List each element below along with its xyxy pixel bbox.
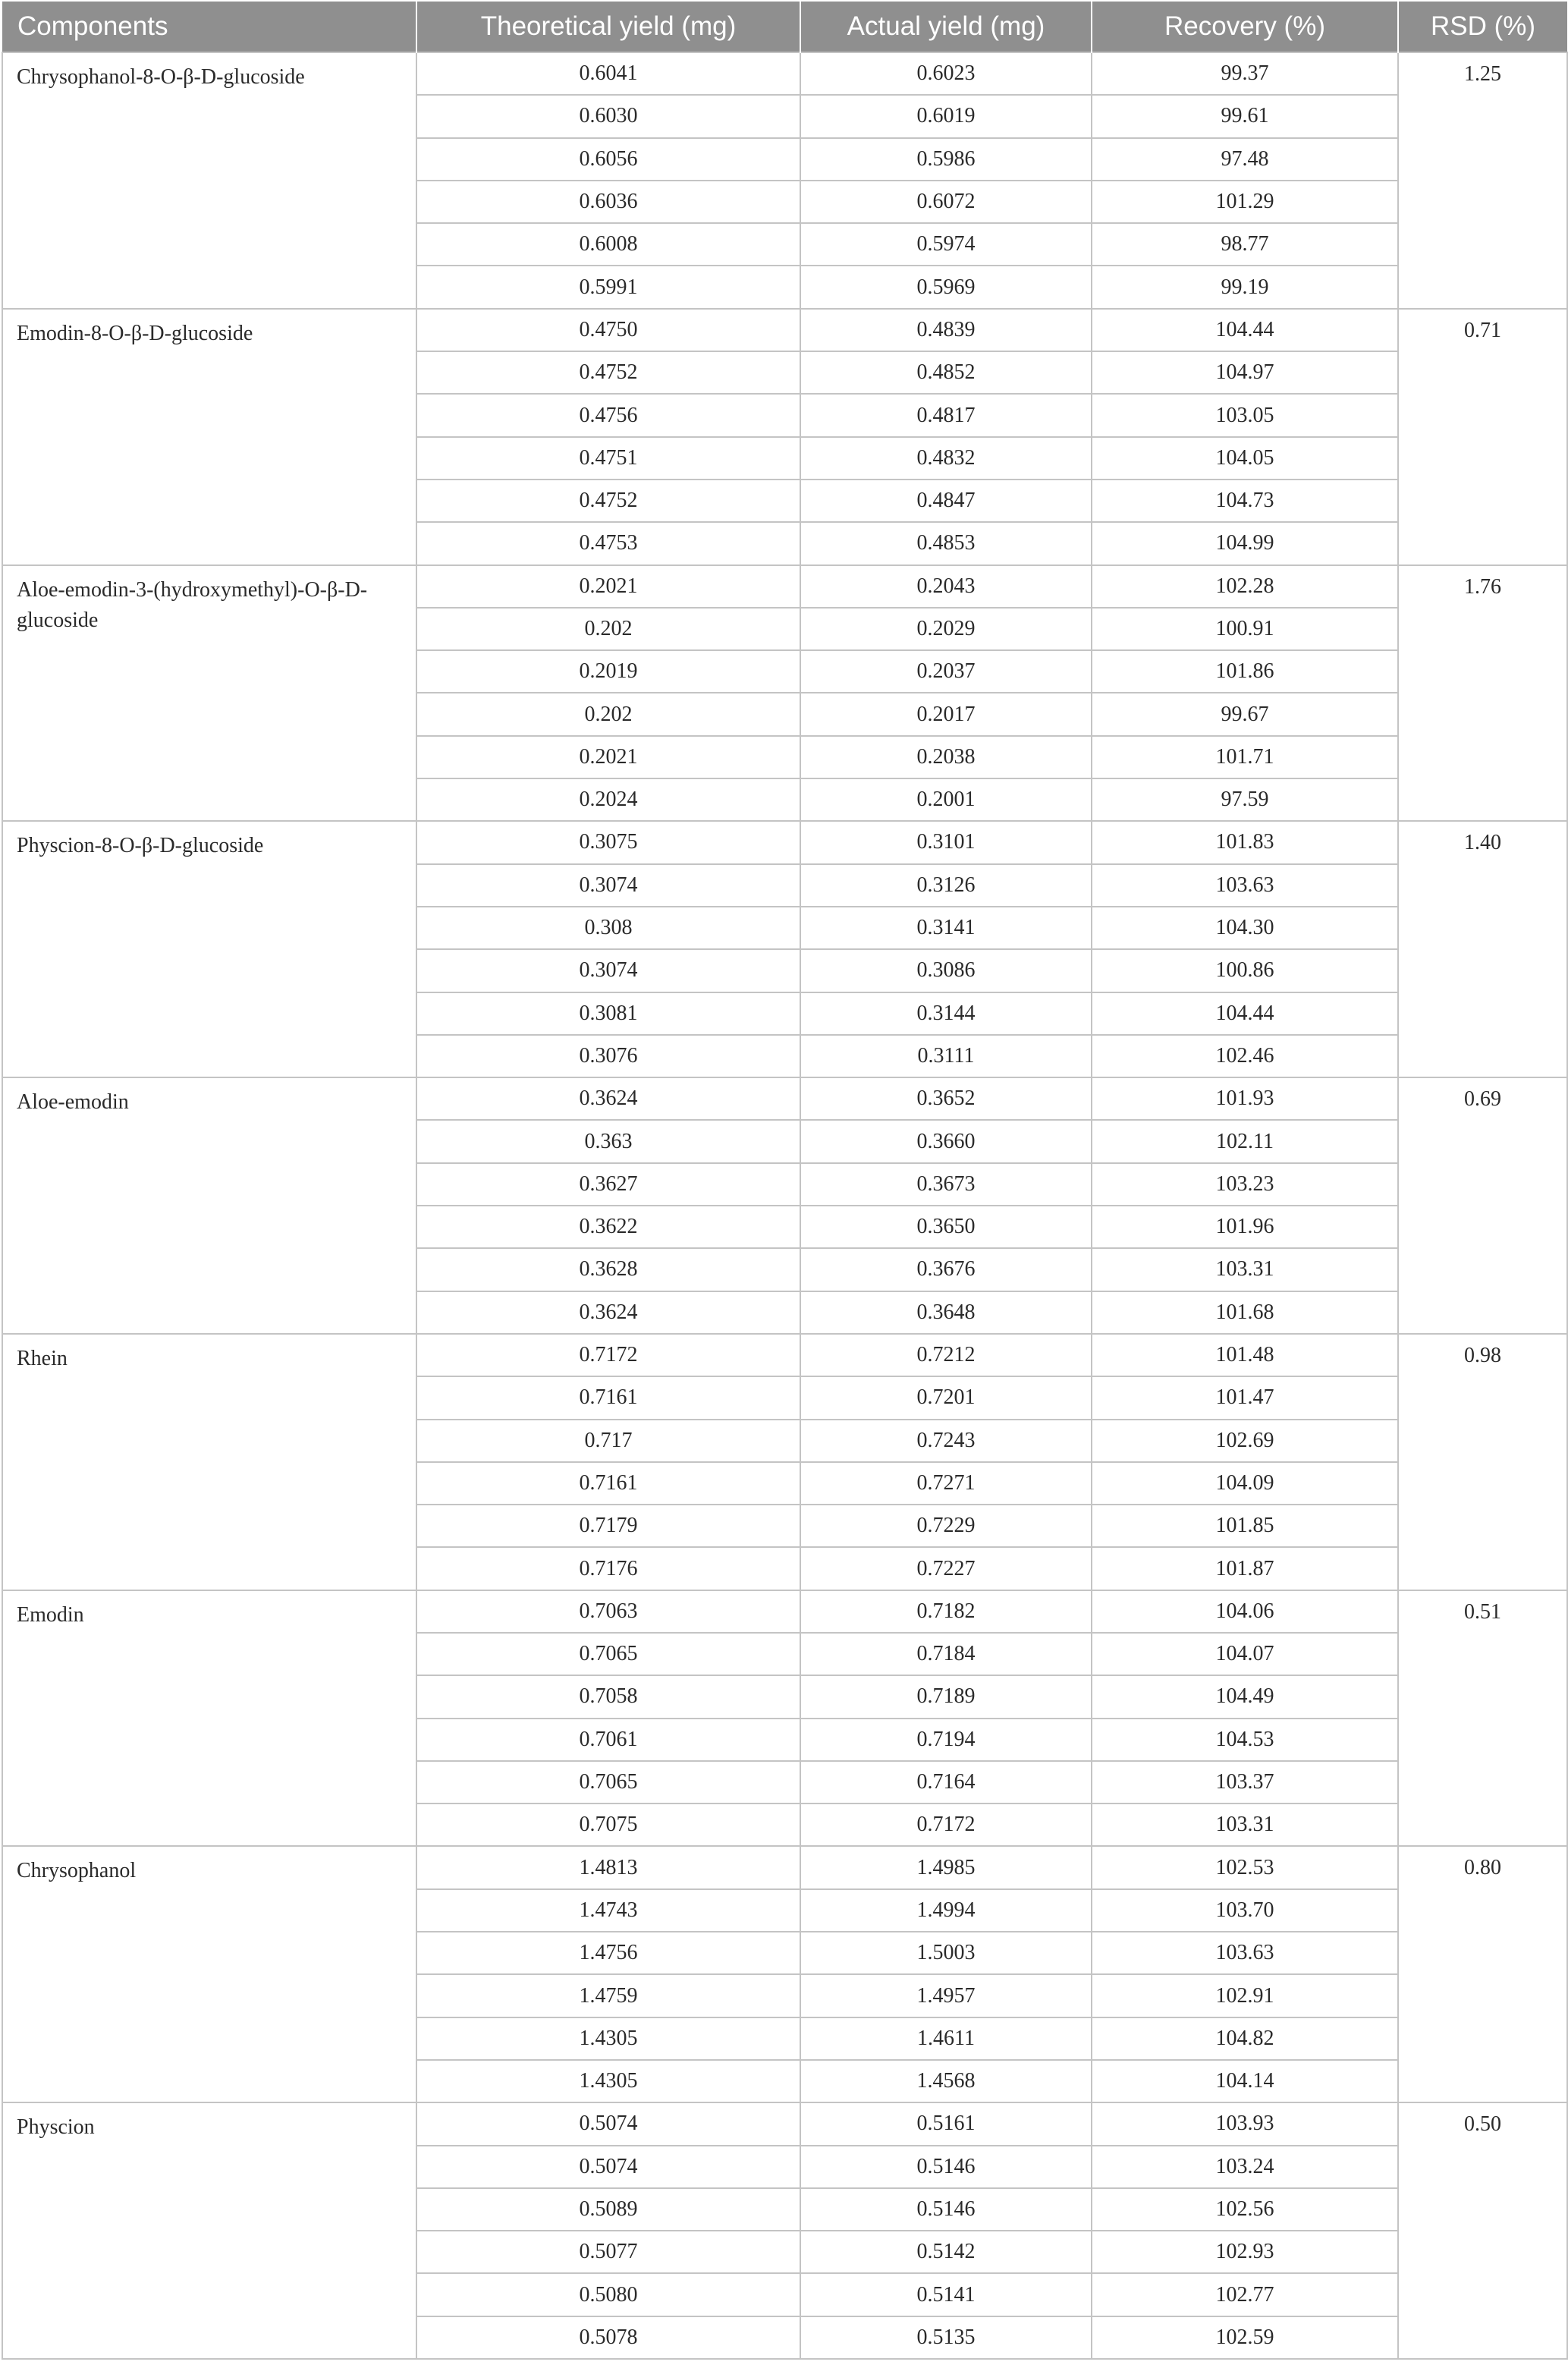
- rsd-cell: 0.69: [1398, 1077, 1567, 1334]
- theoretical-yield-cell: 0.5074: [416, 2146, 800, 2188]
- actual-yield-cell: 0.3648: [800, 1291, 1092, 1334]
- theoretical-yield-cell: 0.2019: [416, 650, 800, 693]
- actual-yield-cell: 0.7201: [800, 1376, 1092, 1419]
- theoretical-yield-cell: 0.7065: [416, 1633, 800, 1675]
- recovery-cell: 104.30: [1092, 907, 1398, 949]
- recovery-cell: 97.59: [1092, 778, 1398, 821]
- theoretical-yield-cell: 0.5080: [416, 2273, 800, 2316]
- actual-yield-cell: 0.6072: [800, 181, 1092, 223]
- theoretical-yield-cell: 0.3622: [416, 1206, 800, 1248]
- theoretical-yield-cell: 0.3628: [416, 1248, 800, 1291]
- recovery-cell: 101.85: [1092, 1505, 1398, 1547]
- recovery-cell: 104.07: [1092, 1633, 1398, 1675]
- recovery-cell: 104.44: [1092, 992, 1398, 1035]
- recovery-cell: 104.53: [1092, 1719, 1398, 1761]
- theoretical-yield-cell: 1.4759: [416, 1974, 800, 2017]
- recovery-cell: 101.47: [1092, 1376, 1398, 1419]
- actual-yield-cell: 0.5161: [800, 2102, 1092, 2145]
- table-row: [2, 1334, 1567, 1376]
- theoretical-yield-cell: 0.202: [416, 693, 800, 735]
- theoretical-yield-cell: 0.7058: [416, 1675, 800, 1718]
- theoretical-yield-cell: 0.3624: [416, 1291, 800, 1334]
- actual-yield-cell: 0.5986: [800, 138, 1092, 181]
- rsd-cell: 1.40: [1398, 821, 1567, 1077]
- theoretical-yield-cell: 0.2021: [416, 565, 800, 608]
- actual-yield-cell: 0.5135: [800, 2316, 1092, 2359]
- component-name-cell: Chrysophanol: [2, 1846, 416, 2102]
- recovery-cell: 102.46: [1092, 1035, 1398, 1077]
- actual-yield-cell: 0.7182: [800, 1590, 1092, 1633]
- header-components: Components: [2, 2, 416, 52]
- actual-yield-cell: 1.4568: [800, 2060, 1092, 2102]
- recovery-cell: 102.56: [1092, 2188, 1398, 2231]
- recovery-cell: 104.44: [1092, 309, 1398, 351]
- recovery-cell: 99.37: [1092, 52, 1398, 95]
- actual-yield-cell: 0.3126: [800, 864, 1092, 907]
- recovery-cell: 104.99: [1092, 522, 1398, 564]
- actual-yield-cell: 0.5142: [800, 2231, 1092, 2273]
- component-name-cell: Chrysophanol-8-O-β-D-glucoside: [2, 52, 416, 309]
- theoretical-yield-cell: 0.3076: [416, 1035, 800, 1077]
- actual-yield-cell: 0.2038: [800, 736, 1092, 778]
- actual-yield-cell: 0.3086: [800, 949, 1092, 992]
- recovery-cell: 103.24: [1092, 2146, 1398, 2188]
- theoretical-yield-cell: 0.7063: [416, 1590, 800, 1633]
- actual-yield-cell: 0.6023: [800, 52, 1092, 95]
- actual-yield-cell: 0.7164: [800, 1761, 1092, 1804]
- actual-yield-cell: 0.5146: [800, 2146, 1092, 2188]
- recovery-cell: 103.63: [1092, 864, 1398, 907]
- theoretical-yield-cell: 0.4756: [416, 394, 800, 436]
- actual-yield-cell: 0.7271: [800, 1462, 1092, 1505]
- actual-yield-cell: 0.5146: [800, 2188, 1092, 2231]
- recovery-cell: 104.49: [1092, 1675, 1398, 1718]
- actual-yield-cell: 0.3676: [800, 1248, 1092, 1291]
- theoretical-yield-cell: 0.5077: [416, 2231, 800, 2273]
- theoretical-yield-cell: 0.4751: [416, 437, 800, 480]
- recovery-cell: 102.11: [1092, 1120, 1398, 1162]
- recovery-cell: 103.31: [1092, 1804, 1398, 1846]
- recovery-cell: 103.23: [1092, 1163, 1398, 1206]
- theoretical-yield-cell: 0.3081: [416, 992, 800, 1035]
- actual-yield-cell: 0.4839: [800, 309, 1092, 351]
- recovery-cell: 102.77: [1092, 2273, 1398, 2316]
- theoretical-yield-cell: 0.6036: [416, 181, 800, 223]
- component-name-cell: Emodin: [2, 1590, 416, 1847]
- theoretical-yield-cell: 0.3075: [416, 821, 800, 863]
- theoretical-yield-cell: 0.7172: [416, 1334, 800, 1376]
- theoretical-yield-cell: 0.4752: [416, 351, 800, 394]
- recovery-cell: 99.61: [1092, 95, 1398, 137]
- theoretical-yield-cell: 0.5074: [416, 2102, 800, 2145]
- theoretical-yield-cell: 0.6030: [416, 95, 800, 137]
- actual-yield-cell: 0.2029: [800, 608, 1092, 650]
- header-row: [2, 2, 1567, 52]
- actual-yield-cell: 0.6019: [800, 95, 1092, 137]
- actual-yield-cell: 0.5969: [800, 266, 1092, 308]
- header-actual-yield: Actual yield (mg): [800, 2, 1092, 52]
- header-recovery: Recovery (%): [1092, 2, 1398, 52]
- table-row: [2, 1846, 1567, 1888]
- actual-yield-cell: 0.7227: [800, 1547, 1092, 1590]
- actual-yield-cell: 1.5003: [800, 1932, 1092, 1974]
- actual-yield-cell: 0.4817: [800, 394, 1092, 436]
- theoretical-yield-cell: 0.4753: [416, 522, 800, 564]
- recovery-cell: 101.87: [1092, 1547, 1398, 1590]
- table-row: [2, 821, 1567, 863]
- recovery-cell: 101.96: [1092, 1206, 1398, 1248]
- theoretical-yield-cell: 0.3627: [416, 1163, 800, 1206]
- rsd-cell: 0.98: [1398, 1334, 1567, 1590]
- theoretical-yield-cell: 0.7161: [416, 1462, 800, 1505]
- theoretical-yield-cell: 1.4813: [416, 1846, 800, 1888]
- table-row: [2, 52, 1567, 95]
- actual-yield-cell: 0.5974: [800, 223, 1092, 266]
- theoretical-yield-cell: 0.4750: [416, 309, 800, 351]
- rsd-cell: 0.51: [1398, 1590, 1567, 1847]
- recovery-cell: 97.48: [1092, 138, 1398, 181]
- actual-yield-cell: 0.7184: [800, 1633, 1092, 1675]
- actual-yield-cell: 1.4611: [800, 2017, 1092, 2060]
- actual-yield-cell: 0.7243: [800, 1420, 1092, 1462]
- theoretical-yield-cell: 0.7061: [416, 1719, 800, 1761]
- recovery-cell: 102.53: [1092, 1846, 1398, 1888]
- actual-yield-cell: 0.7194: [800, 1719, 1092, 1761]
- actual-yield-cell: 0.4832: [800, 437, 1092, 480]
- actual-yield-cell: 0.3111: [800, 1035, 1092, 1077]
- theoretical-yield-cell: 0.5089: [416, 2188, 800, 2231]
- theoretical-yield-cell: 0.3074: [416, 864, 800, 907]
- theoretical-yield-cell: 1.4756: [416, 1932, 800, 1974]
- rsd-cell: 0.50: [1398, 2102, 1567, 2359]
- theoretical-yield-cell: 0.202: [416, 608, 800, 650]
- recovery-cell: 104.05: [1092, 437, 1398, 480]
- header-rsd: RSD (%): [1398, 2, 1567, 52]
- theoretical-yield-cell: 0.6056: [416, 138, 800, 181]
- table-row: [2, 565, 1567, 608]
- theoretical-yield-cell: 0.7075: [416, 1804, 800, 1846]
- recovery-cell: 104.14: [1092, 2060, 1398, 2102]
- actual-yield-cell: 1.4985: [800, 1846, 1092, 1888]
- table-header: [2, 2, 1567, 52]
- component-name-cell: Rhein: [2, 1334, 416, 1590]
- recovery-cell: 102.28: [1092, 565, 1398, 608]
- component-name-cell: Emodin-8-O-β-D-glucoside: [2, 309, 416, 565]
- recovery-cell: 103.37: [1092, 1761, 1398, 1804]
- actual-yield-cell: 0.2001: [800, 778, 1092, 821]
- theoretical-yield-cell: 0.2021: [416, 736, 800, 778]
- recovery-cell: 103.93: [1092, 2102, 1398, 2145]
- theoretical-yield-cell: 1.4305: [416, 2017, 800, 2060]
- table-row: [2, 1077, 1567, 1120]
- actual-yield-cell: 0.3141: [800, 907, 1092, 949]
- recovery-cell: 104.73: [1092, 480, 1398, 522]
- theoretical-yield-cell: 0.7176: [416, 1547, 800, 1590]
- actual-yield-cell: 0.4852: [800, 351, 1092, 394]
- actual-yield-cell: 0.7189: [800, 1675, 1092, 1718]
- theoretical-yield-cell: 0.7161: [416, 1376, 800, 1419]
- recovery-cell: 102.69: [1092, 1420, 1398, 1462]
- rsd-cell: 0.71: [1398, 309, 1567, 565]
- theoretical-yield-cell: 1.4305: [416, 2060, 800, 2102]
- actual-yield-cell: 1.4957: [800, 1974, 1092, 2017]
- theoretical-yield-cell: 0.308: [416, 907, 800, 949]
- recovery-cell: 102.93: [1092, 2231, 1398, 2273]
- recovery-cell: 98.77: [1092, 223, 1398, 266]
- actual-yield-cell: 0.2043: [800, 565, 1092, 608]
- theoretical-yield-cell: 0.5991: [416, 266, 800, 308]
- recovery-cell: 100.86: [1092, 949, 1398, 992]
- table-row: [2, 2102, 1567, 2145]
- recovery-cell: 104.82: [1092, 2017, 1398, 2060]
- actual-yield-cell: 0.7172: [800, 1804, 1092, 1846]
- recovery-cell: 101.86: [1092, 650, 1398, 693]
- component-name-cell: Aloe-emodin-3-(hydroxymethyl)-O-β-D-glucoside: [2, 565, 416, 822]
- recovery-cell: 101.68: [1092, 1291, 1398, 1334]
- recovery-cell: 99.67: [1092, 693, 1398, 735]
- theoretical-yield-cell: 0.6041: [416, 52, 800, 95]
- actual-yield-cell: 0.3673: [800, 1163, 1092, 1206]
- theoretical-yield-cell: 0.5078: [416, 2316, 800, 2359]
- recovery-cell: 101.71: [1092, 736, 1398, 778]
- recovery-cell: 104.06: [1092, 1590, 1398, 1633]
- table-row: [2, 309, 1567, 351]
- recovery-cell: 102.91: [1092, 1974, 1398, 2017]
- theoretical-yield-cell: 0.717: [416, 1420, 800, 1462]
- recovery-table: [2, 2, 1568, 2360]
- rsd-cell: 1.76: [1398, 565, 1567, 822]
- actual-yield-cell: 0.2017: [800, 693, 1092, 735]
- recovery-cell: 103.05: [1092, 394, 1398, 436]
- actual-yield-cell: 0.3660: [800, 1120, 1092, 1162]
- rsd-cell: 0.80: [1398, 1846, 1567, 2102]
- theoretical-yield-cell: 0.4752: [416, 480, 800, 522]
- component-name-cell: Physcion-8-O-β-D-glucoside: [2, 821, 416, 1077]
- recovery-cell: 103.70: [1092, 1889, 1398, 1932]
- recovery-cell: 100.91: [1092, 608, 1398, 650]
- theoretical-yield-cell: 1.4743: [416, 1889, 800, 1932]
- theoretical-yield-cell: 0.2024: [416, 778, 800, 821]
- recovery-cell: 101.93: [1092, 1077, 1398, 1120]
- component-name-cell: Aloe-emodin: [2, 1077, 416, 1334]
- recovery-cell: 103.31: [1092, 1248, 1398, 1291]
- table-row: [2, 1590, 1567, 1633]
- actual-yield-cell: 1.4994: [800, 1889, 1092, 1932]
- actual-yield-cell: 0.3650: [800, 1206, 1092, 1248]
- actual-yield-cell: 0.3144: [800, 992, 1092, 1035]
- actual-yield-cell: 0.3652: [800, 1077, 1092, 1120]
- rsd-cell: 1.25: [1398, 52, 1567, 309]
- theoretical-yield-cell: 0.363: [416, 1120, 800, 1162]
- actual-yield-cell: 0.4853: [800, 522, 1092, 564]
- recovery-cell: 101.29: [1092, 181, 1398, 223]
- actual-yield-cell: 0.4847: [800, 480, 1092, 522]
- theoretical-yield-cell: 0.3074: [416, 949, 800, 992]
- theoretical-yield-cell: 0.3624: [416, 1077, 800, 1120]
- recovery-cell: 104.97: [1092, 351, 1398, 394]
- recovery-cell: 99.19: [1092, 266, 1398, 308]
- actual-yield-cell: 0.2037: [800, 650, 1092, 693]
- actual-yield-cell: 0.7229: [800, 1505, 1092, 1547]
- actual-yield-cell: 0.5141: [800, 2273, 1092, 2316]
- recovery-cell: 104.09: [1092, 1462, 1398, 1505]
- actual-yield-cell: 0.7212: [800, 1334, 1092, 1376]
- component-name-cell: Physcion: [2, 2102, 416, 2359]
- recovery-cell: 103.63: [1092, 1932, 1398, 1974]
- recovery-cell: 102.59: [1092, 2316, 1398, 2359]
- theoretical-yield-cell: 0.7179: [416, 1505, 800, 1547]
- theoretical-yield-cell: 0.7065: [416, 1761, 800, 1804]
- header-theoretical-yield: Theoretical yield (mg): [416, 2, 800, 52]
- theoretical-yield-cell: 0.6008: [416, 223, 800, 266]
- recovery-cell: 101.83: [1092, 821, 1398, 863]
- actual-yield-cell: 0.3101: [800, 821, 1092, 863]
- recovery-cell: 101.48: [1092, 1334, 1398, 1376]
- table-body: [2, 52, 1567, 2359]
